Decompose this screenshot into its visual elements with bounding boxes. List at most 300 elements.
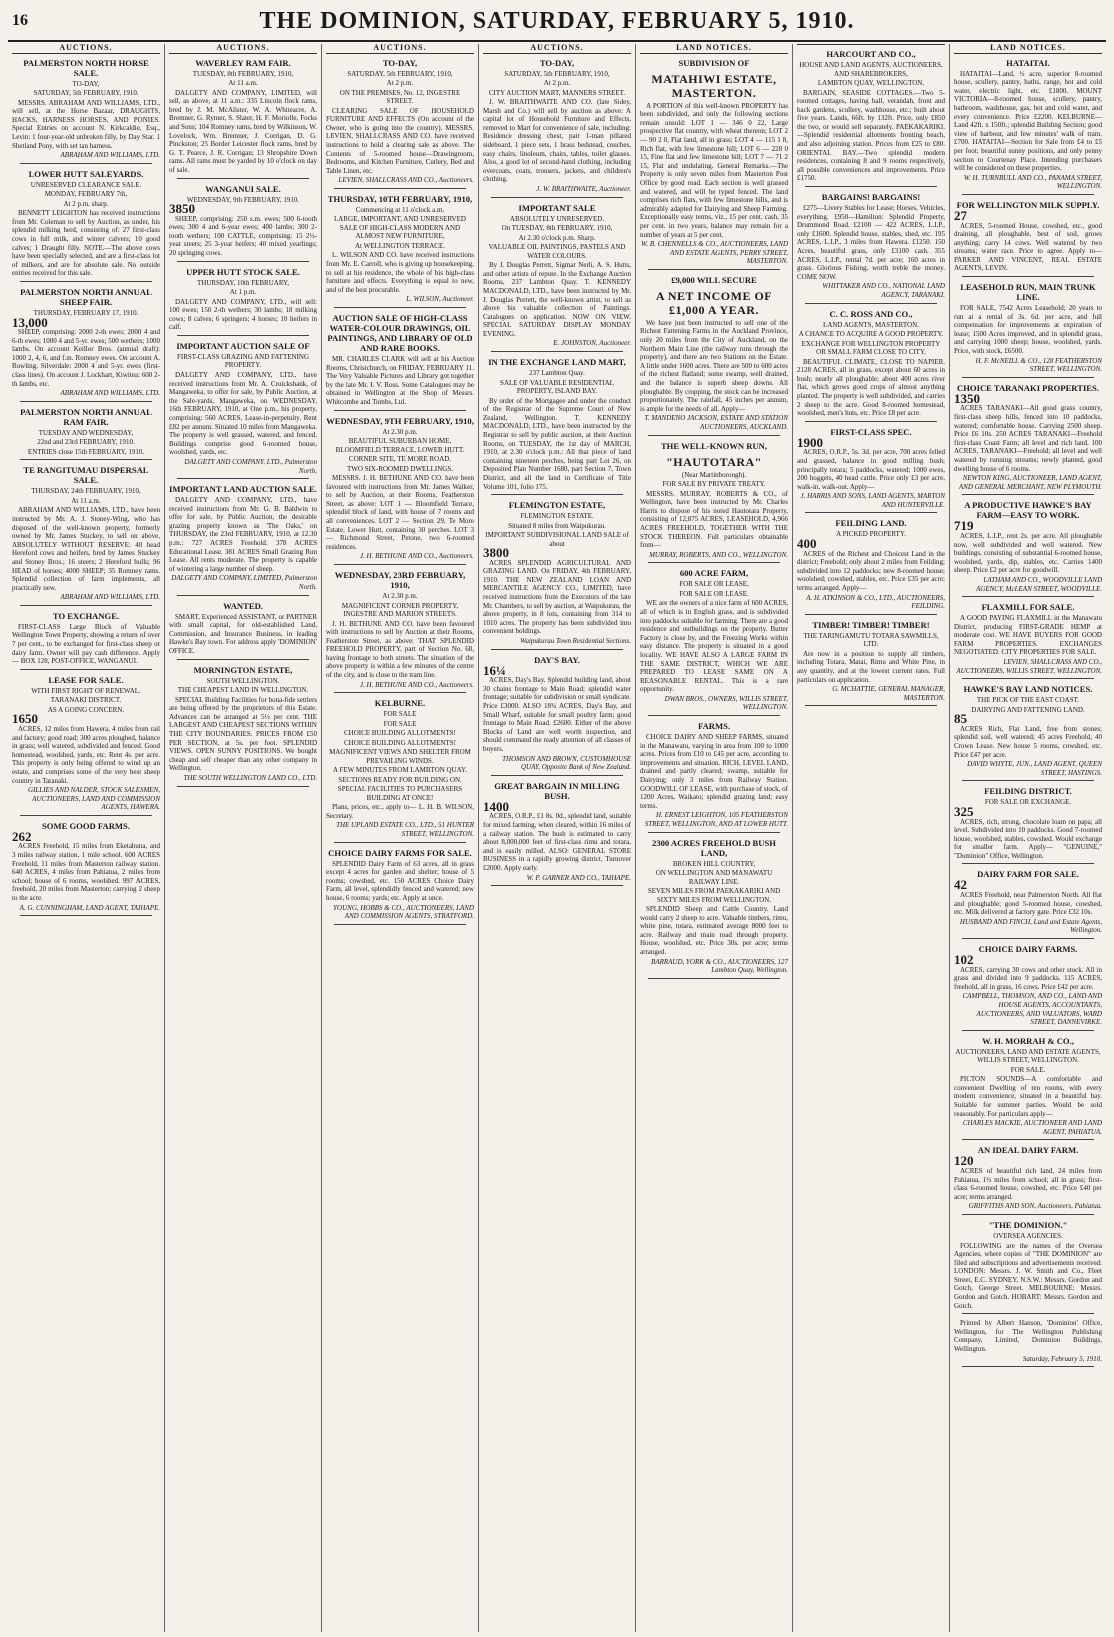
ad-title: FLAXMILL FOR SALE. — [981, 602, 1075, 613]
divider — [648, 832, 780, 833]
ad-signature: CHARLES MACKIE, AUCTIONEER AND LAND AGENT, PAHIATUA. — [962, 1119, 1102, 1136]
divider — [962, 1313, 1094, 1314]
divider — [334, 842, 466, 843]
ad-figure: 1900 — [797, 434, 823, 450]
ad-title: BARGAINS! BARGAINS! — [821, 192, 921, 203]
advertisement — [797, 49, 945, 187]
ad-body: J. H. BETHUNE AND CO. have been favoured with instructions to sell by Auction at their Rooms, Featherston Street, as above: THAT SPLENDID FREEHOLD PROPERTY, part of Section No. 68, having frontage to both streets. The situation of the above property is within a few minutes of the centre of the city, and is close to the tram line. — [326, 619, 474, 680]
ad-title: SUBDIVISION OF — [678, 57, 750, 68]
ad-title: MORNINGTON ESTATE, — [193, 664, 293, 675]
ad-body: SPECIAL Building Facilities for bona-fide settlers are being offered by the proprietors of this Estate. Advances can be arranged at 5½ per cent. THE LARGEST AND CHEAPEST SECTIONS WITHIN THE CITY BOUNDARIES. PRICES FROM £50 PER SECTION, at 5s. per foot. SPLENDID VIEWS. OPEN SUNNY POSITIONS. We bought cheap and sell cheaper than any other company in Wellington. — [169, 695, 317, 773]
divider — [20, 401, 152, 402]
ad-title: CHOICE DAIRY FARMS. — [978, 944, 1078, 955]
ad-body: DALGETY AND COMPANY, LTD., have received instructions from Mr. G. B. Baldwin to offer for sale, by Public Auction, the desirable grazing property known as 'The Oaks,' on THURSDAY, the 23rd FEBRUARY, 1910, at 12.30 p.m.: 727 ACRES Freehold. 378 ACRES Educational Lease. 381 ACRES Small Grazing Run Lease. All rents moderate. The property is capable of wintering a large number of sheep. — [169, 496, 317, 573]
advertisement — [954, 944, 1102, 1031]
ad-subline: THE CHEAPEST LAND IN WELLINGTON. — [177, 686, 309, 695]
ad-subline: IMPORTANT SUBDIVISIONAL LAND SALE of about — [485, 531, 629, 548]
ad-headline: MATAHIWI ESTATE, MASTERTON. — [651, 71, 777, 100]
divider — [962, 1030, 1094, 1031]
advertisement — [954, 58, 1102, 195]
ad-signature: Waipukurau Town Residential Sections. — [520, 637, 631, 646]
ad-subline: TWO SIX-ROOMED DWELLINGS. — [347, 464, 453, 473]
ad-body: ACRES Freehold, 15 miles from Eketahuna, and 3 miles railway station, 1 mile school. 600 ACRES Freehold, 11 miles from Masterton railway station. 640 ACRES, 4 miles from Pahiatua, 2 miles from school; house of 6 rooms, woolshed. 997 ACRES, freehold, 20 miles from Masterton; carrying 2 sheep to the acre. — [12, 842, 160, 903]
column-heading: AUCTIONS. — [169, 44, 317, 54]
ad-signature: ABRAHAM AND WILLIAMS, LTD. — [60, 593, 160, 602]
advertisement — [12, 287, 160, 402]
ad-subline: SATURDAY, 5th FEBRUARY, 1910, — [347, 69, 453, 78]
ad-body: ACRES, 12 miles from Hawera, 4 miles from rail and factory; good road; 300 acres ploughed, balance in grass; well watered, subdivided and fenced. Good homestead, woolshed, yards, etc. Rent 4s. per acre. This property is only being offered to wind up an estate, and comprises some of the very best sheep country in Taranaki. — [12, 724, 160, 785]
ad-body: ACRES of beautiful rich land, 24 miles from Pahiatua, 1½ miles from school; all in grass; first-class 6-roomed house, cowshed, etc. Price £40 per acre; terms arranged. — [954, 1167, 1102, 1201]
ad-signature: WHITTAKER AND CO., NATIONAL LAND AGENCY, TARANAKI. — [822, 282, 945, 299]
ad-title: CHOICE TARANAKI PROPERTIES. — [957, 382, 1099, 393]
divider — [962, 1214, 1094, 1215]
ad-signature: Saturday, February 5, 1910. — [1022, 1354, 1102, 1363]
ad-body: SPLENDID Sheep and Cattle Country. Land would carry 2 sheep to acre. Valuable timbers, rimu, white pine, totara, estimated average 8000 feet to acre. Railway and main road through property. House, woolshed, etc. Price 30s. per acre; terms arranged. — [640, 905, 788, 957]
ad-subline: SEVEN MILES FROM PAEKAKARIKI AND SIXTY MILES FROM WELLINGTON. — [647, 887, 781, 904]
ad-body: ACRES, Day's Bay. Splendid building land, about 30 chains frontage to Main Road; splendid water frontage; suitable for subdivision or small syndicate. Price £3000. ALSO 18¾ ACRES, Day's Bay, and Small Wharf, suitable for small poultry farm; good frontage to Main Road. £2600. Either of the above Blocks of Land are well worth inspection, and should command the ready attention of all classes of buyers. — [483, 676, 631, 753]
divider — [20, 815, 152, 816]
ad-body: SMART, Experienced ASSISTANT, or PARTNER with small capital, for old-established Land, Commission, and Insurance Business, in leading Hawke's Bay town. For address apply 'DOMINION' OFFICE. — [169, 612, 317, 655]
ad-subline: FOR SALE — [383, 710, 417, 719]
advertisement — [12, 675, 160, 816]
divider — [962, 938, 1094, 939]
divider — [491, 649, 623, 650]
ad-signature: J. W. BRAITHWAITE, Auctioneer. — [536, 185, 631, 194]
ad-signature: THE UPLAND ESTATE CO., LTD., 51 HUNTER STREET, WELLINGTON. — [336, 821, 474, 839]
ad-subline: A FEW MINUTES FROM LAMBTON QUAY. — [333, 766, 467, 775]
ad-subline: AS A GOING CONCERN. — [47, 705, 125, 714]
ad-subline: HOUSE AND LAND AGENTS, AUCTIONEERS, AND SHAREBROKERS, — [799, 61, 943, 78]
ad-title: KELBURNE. — [374, 698, 426, 709]
ad-title: IMPORTANT LAND AUCTION SALE. — [169, 484, 317, 495]
ad-title: DAIRY FARM FOR SALE. — [977, 869, 1079, 880]
ad-title: C. C. ROSS AND CO., — [829, 308, 913, 319]
advertisement — [640, 58, 788, 270]
ad-title: CHOICE DAIRY FARMS FOR SALE. — [328, 847, 472, 858]
ad-title: LEASEHOLD RUN, MAIN TRUNK LINE. — [960, 282, 1096, 303]
advertisement — [169, 58, 317, 179]
ad-subline: TUESDAY AND WEDNESDAY, — [38, 428, 134, 437]
ad-title: IMPORTANT AUCTION SALE OF — [176, 340, 310, 351]
ad-figure: 1650 — [12, 711, 38, 727]
ad-subline: MONDAY, FEBRUARY 7th, — [44, 190, 128, 199]
ad-title: HAWKE'S BAY LAND NOTICES. — [963, 684, 1093, 695]
ad-title: AUCTION SALE OF HIGH-CLASS WATER-COLOUR DRAWINGS, OIL PAINTINGS, AND LIBRARY OF OLD AND RARE BOOKS. — [327, 313, 473, 353]
ad-body: ACRES, O.R.P., 5s. 3d. per acre, 700 acres felled and grassed, balance in good milling bush; principally totara; 5 paddocks, watered; 1000 ewes, 200 hoggets, 40 head cattle. Price only £3 per acre, walk-in, walk-out. Apply— — [797, 448, 945, 491]
advertisement — [954, 1145, 1102, 1215]
ad-title: WANTED. — [223, 600, 263, 611]
divider — [177, 178, 309, 179]
divider — [334, 410, 466, 411]
ad-subline: CORNER SITE, TE MORE ROAD. — [348, 455, 452, 464]
advertisement — [169, 484, 317, 596]
divider — [805, 421, 937, 422]
ad-title: TE RANGITUMAU DISPERSAL SALE. — [23, 465, 149, 486]
divider — [648, 715, 780, 716]
divider — [334, 307, 466, 308]
ad-signature: H. F. McNEILL & CO., 128 FEATHERSTON STREET, WELLINGTON. — [975, 356, 1102, 374]
advertisement — [326, 313, 474, 411]
ad-signature: LEVIEN, SHALLCRASS AND CO., Auctioneers. — [338, 176, 474, 185]
ad-body: DALGETY AND COMPANY, LIMITED, will sell, as above, at 11 a.m.: 335 Lincoln flock rams, bred by J. M. McAlister, W. A. Whiteacre, A. Bremner, G. Rymer, S. Slater, H. F. Moriolle, Focks and Sons; 104 Romney rams, bred by Wilkinson, W. Lovelock, Wm. Bremner, J. Corrigan, D. G. Pinckston; 25 Border Leicester flock rams, bred by G. T. Pearce, J. R. Corrigan; 13 Shropshire Down rams. All rams must be yarded by 10 o'clock on day of sale. — [169, 88, 317, 174]
ad-subline: On TUESDAY, 8th FEBRUARY, 1910, — [501, 224, 613, 233]
masthead — [8, 6, 1106, 42]
ad-title: TO EXCHANGE. — [52, 610, 120, 621]
ad-subline: SPECIAL FACILITIES TO PURCHASERS BUILDING AT ONCE! — [337, 785, 463, 802]
ad-body: FOLLOWING are the names of the Oversea Agencies, where copies of "THE DOMINION" are filed and subscriptions and advertisements received: LONDON: Messrs. J. W. Smith and Co., Fleet Street, E.C. SYDNEY, N.S.W.: Messrs. Gordon and Gotch, George Street. MELBOURNE: Messrs. Gordon and Gotch. HOBART: Messrs. Gordon and Gotch. — [954, 1241, 1102, 1310]
ad-subline: THE PICK OF THE EAST COAST. — [976, 696, 1080, 705]
ad-body: £275—Livery Stables for Lease; Horses, Vehicles, everything. £950—Hamilton: Splendid Property, Drummond Road. £2100 — 422 ACRES, L.I.P., only £1600. Splendid house, stables, shed, etc. 195 ACRES, L.I.P., 3 miles from Hawera. £1250. 150 Acres, beautiful grass, only £3100 cash. 355 ACRES, L.I.P., rental 7d. per acre; 160 acres in grass. Glorious Fishing, worth treble the money. COME NOW. — [797, 204, 945, 281]
ad-signature: W. H. TURNBULL AND CO., PANAMA STREET, WELLINGTON. — [963, 173, 1102, 191]
ad-subline: SATURDAY, 5th FEBRUARY, 1910, — [504, 69, 610, 78]
divider — [20, 281, 152, 282]
ad-subline: SATURDAY, 5th FEBRUARY, 1910. — [33, 89, 139, 98]
ad-title: TO-DAY, — [539, 57, 575, 68]
ad-title: THURSDAY, 10TH FEBRUARY, 1910, — [327, 193, 473, 204]
divider — [805, 705, 937, 706]
advertisement — [954, 383, 1102, 496]
ad-subline: WEDNESDAY, 9th FEBRUARY, 1910. — [186, 195, 300, 204]
advertisement — [169, 267, 317, 336]
column-heading: LAND NOTICES. — [954, 44, 1102, 54]
divider — [962, 1139, 1094, 1140]
ad-body: L. WILSON AND CO. have received instructions from Mr. E. Carroll, who is giving up housekeeping, to sell at his residence, the whole of his high-class furniture and effects. Everything is equal to new, and of the best procurable. — [326, 251, 474, 294]
ad-signature: H. ERNEST LEIGHTON, 105 FEATHERSTON STREET, WELLINGTON, AND AT LOWER HUTT. — [644, 811, 788, 828]
ad-signature: LATHAM AND CO., WOODVILLE LAND AGENCY, McLEAN STREET, WOODVILLE. — [975, 575, 1102, 593]
column-3 — [322, 44, 479, 1632]
advertisement — [483, 655, 631, 776]
advertisement — [640, 721, 788, 833]
divider — [177, 659, 309, 660]
ad-body: A GOOD PAYING FLAXMILL in the Manawatu District, producing FIRST-GRADE HEMP at moderate cost. WE HAVE BUYERS FOR GOOD FARM PROPERTIES. EXCHANGES NEGOTIATED. CITY PROPERTIES FOR SALE. — [954, 614, 1102, 657]
columns-container — [8, 44, 1106, 1632]
divider — [962, 194, 1094, 195]
advertisement — [483, 357, 631, 495]
divider — [962, 494, 1094, 495]
ad-body: CHOICE DAIRY AND SHEEP FARMS, situated in the Manawatu, varying in area from 100 to 1000 acres. Prices from £10 to £45 per acre, according to improvements and situation. RICH, LEVEL LAND, drained and partly cleared; swamp, suitable for Dairying; only 3 miles from Railway Station. GOODWILL OF LEASE, with purchase of stock, of 1200 Acres, Waikato; splendid grazing land; easy terms. — [640, 733, 788, 810]
ad-body: ACRES, O.R.P., £1 8s. 0d., splendid land, suitable for mixed farming, when cleared, within 16 miles of a railway station. The bush is estimated to carry about 8,000,000 feet of first-class rimu and totara, and is easily milled. ALSO: GENERAL STORE BUSINESS in a rapidly growing district. Turnover £2000. Apply early. — [483, 812, 631, 872]
ad-subline: TO-DAY, — [72, 79, 100, 88]
ad-subline: SALE OF VALUABLE RESIDENTIAL PROPERTY, ISLAND BAY. — [500, 378, 614, 396]
divider — [962, 377, 1094, 378]
ad-title: TO-DAY, — [382, 57, 418, 68]
ad-subline: FOR SALE OR LEASE, — [679, 580, 749, 589]
ad-signature: BARRAUD, YORK & CO., AUCTIONEERS, 127 Lambton Quay, Wellington. — [651, 957, 788, 975]
ad-figure: 262 — [12, 828, 32, 844]
ad-body: We have just been instructed to sell one of the Richest Fattening Farms in the Auckland Province, only 20 miles from the City of Auckland, on the Northern Main Line (the railway runs through the property), and there are two Stations on the Estate. A little under 1600 acres. There are 500 to 600 acres of the richest flatland; some swamp, well drained, and the balance is superb sheep downs. All ploughable. By cropping, the stock can be increased proportionately. The rainfall, 45 inches per annum, is ample for the needs of all. Apply— — [640, 318, 788, 413]
ad-subline: FLEMINGTON ESTATE. — [520, 512, 594, 521]
divider — [491, 494, 623, 495]
ad-body: ACRES, 5-roomed House, cowshed, etc., good draining, all ploughable, best of soil, grows anything; carry 14 cows. Well watered by two streams; water race. Price to agree. Apply to— PARKER AND VINCENT, REAL ESTATE AGENTS, LEVIN. — [954, 221, 1102, 273]
ad-subline: FOR SALE BY PRIVATE TREATY. — [662, 480, 766, 489]
ad-subline: CHOICE BUILDING ALLOTMENTS! — [344, 738, 456, 747]
ad-body: By order of the Mortgagee and under the conduct of the Registrar of the Supreme Court of New Zealand, Wellington. T. KENNEDY MACDONALD, LTD., have been instructed by the Registrar to sell by public auction, at their Auction Rooms, on TUESDAY, the 1st day of MARCH, 1910, at 2.30 o'clock p.m.: All that piece of land containing nineteen perches, being part Lot 26, on Deposited Plan Number 1680, part Section 7, Town District, and all the land in Certificate of Title Volume 101, folio 175. — [483, 396, 631, 491]
divider — [20, 163, 152, 164]
ad-subline: EXCHANGE FOR WELLINGTON PROPERTY OR SMALL FARM CLOSE TO CITY. — [801, 339, 941, 357]
ad-body: MESSRS. ABRAHAM AND WILLIAMS, LTD., will sell, at the Horse Bazaar, DRAUGHTS, HACKS, HARNESS HORSES, AND PONIES. Special Entries on account N. Kirkcaldie, Esq., Levin: 1 four-year-old unbroken filly, by Day Star. 1 Shetland Pony, with set tan harness. — [12, 98, 160, 150]
ad-subline: WITH FIRST RIGHT OF RENEWAL. — [31, 686, 141, 695]
ad-title: FEILDING DISTRICT. — [984, 786, 1072, 797]
ad-subline: AUCTIONEERS, LAND AND ESTATE AGENTS, WILLIS STREET, WELLINGTON. — [955, 1047, 1101, 1065]
ad-figure: 3850 — [169, 201, 195, 217]
ad-title: FEILDING LAND. — [835, 518, 907, 529]
divider — [334, 692, 466, 693]
advertisement — [169, 665, 317, 787]
ad-subline: At 11 a.m. — [71, 496, 101, 505]
ad-signature: HUSBAND AND FINCH, Land and Estate Agents, Wellington. — [959, 917, 1102, 935]
column-heading: LAND NOTICES. — [640, 44, 788, 54]
advertisement — [797, 518, 945, 614]
ad-title: THE WELL-KNOWN RUN, — [660, 440, 768, 451]
ad-signature: J. H. BETHUNE AND CO., Auctioneers. — [359, 680, 474, 689]
ad-subline: TUESDAY, 8th FEBRUARY, 1910, — [192, 69, 294, 78]
ad-title: HATAITAI. — [1006, 57, 1050, 68]
ad-title: SOME GOOD FARMS. — [42, 820, 130, 831]
ad-title: HARCOURT AND CO., — [826, 49, 916, 59]
ad-title: GREAT BARGAIN IN MILLING BUSH. — [494, 780, 620, 801]
ad-body: DALGETY AND COMPANY, LTD., have received instructions from Mr. A. Cruickshank, of Mangaweka, to offer for sale, by Public Auction, at the Sale-yards, Mangaweka, on WEDNESDAY, 16th FEBRUARY, 1910, at One p.m., his property, comprising: 560 ACRES, Lease-in-perpetuity. Rent £82 per annum. Situated 10 miles from Mangaweka. The property is well grassed, watered, and fenced. Buildings comprise good 6-roomed house, woolshed, yards, etc. — [169, 370, 317, 457]
divider — [177, 595, 309, 596]
divider — [962, 863, 1094, 864]
ad-figure: 16¼ — [483, 662, 506, 678]
ad-signature: ABRAHAM AND WILLIAMS, LTD. — [60, 151, 160, 160]
advertisement — [954, 869, 1102, 939]
ad-body: Printed by Albert Hanson, 'Dominion' Office, Wellington, for The Wellington Publishing Company, Limited, Dominion Buildings, Wellington. — [954, 1319, 1102, 1354]
advertisement — [12, 169, 160, 282]
divider — [805, 512, 937, 513]
column-2 — [165, 44, 322, 1632]
divider — [491, 351, 623, 352]
ad-body: FIRST-CLASS Large Block of Valuable Wellington Town Property, showing a return of over 7 per cent., to be exchanged for first-class sheep or dairy farm. Owner will pay cash difference. Apply— BOX 128, POST-OFFICE, WANGANUI. — [12, 622, 160, 666]
ad-title: IN THE EXCHANGE LAND MART, — [488, 357, 626, 368]
divider — [334, 564, 466, 565]
divider — [648, 435, 780, 436]
ad-title: "THE DOMINION." — [988, 1220, 1068, 1230]
ad-body: J. W. BRAITHWAITE AND CO. (late Sidey, Marsh and Co.) will sell by auction as above: A capital lot of Household Furniture and Effects, removed to Mart for convenience of sale, including: Residence dressing chest, pair 1-man pillared sideboard, 1 piece sets, 1 brass bedstead, couches, easy chairs, linoleum, chairs, tables, toilet glasses. Also, a good lot of second-hand clothing, including overcoats, coats, trousers, jackets, and children's clothing. — [483, 98, 631, 184]
ad-subline: ON THE PREMISES, No. 12, INGESTRE STREET. — [339, 88, 461, 106]
ad-signature: NEWTON KING, AUCTIONEER, LAND AGENT, AND GENERAL MERCHANT, NEW PLYMOUTH. — [958, 474, 1102, 491]
ad-subline: VALUABLE OIL PAINTINGS, PASTELS AND WATER COLOURS. — [488, 243, 626, 260]
ad-title: AN IDEAL DAIRY FARM. — [977, 1145, 1079, 1156]
ad-signature: MURRAY, ROBERTS, AND CO., WELLINGTON. — [649, 550, 788, 559]
divider — [962, 596, 1094, 597]
ad-figure: 13,000 — [12, 314, 48, 330]
ad-subline: 237 Lambton Quay. — [529, 369, 585, 378]
ad-subline: CITY AUCTION MART, MANNERS STREET. — [488, 88, 626, 97]
ad-signature: GRIFFITHS AND SON, Auctioneers, Pahiatua. — [968, 1202, 1102, 1211]
divider — [648, 562, 780, 563]
column-heading: AUCTIONS. — [483, 44, 631, 54]
ad-body: BENNETT LEIGHTON has received instructions from Mr. Coleman to sell by Auction, as under, his splendid milking herd, consisting of: 27 first-class cows in full milk, and winter calvers; 10 good calves; 1 Draught filly. NOTE.—The above cows have been specially selected, and are a first-class lot of milkers, and are for absolute sale. No outside entries received for this sale. — [12, 209, 160, 278]
ad-signature: L. WILSON, Auctioneer. — [406, 295, 474, 304]
ad-subline: At 2.30 p.m. — [382, 427, 418, 436]
advertisement — [169, 184, 317, 262]
divider — [648, 269, 780, 270]
advertisement — [954, 200, 1102, 277]
ad-figure: 3800 — [483, 545, 509, 561]
advertisement — [954, 684, 1102, 781]
ad-signature: J. HARRIS AND SONS, LAND AGENTS, MARTON AND HUNTERVILLE. — [800, 492, 945, 509]
advertisement — [169, 601, 317, 660]
ad-body: SHEEP, comprising: 250 s.m. ewes; 500 6-tooth ewes; 300 4 and 6-year ewes; 400 lambs; 300 2-tooth wethers; 100 CATTLE, comprising: 15 2½-year steers; 25 3-year heifers; 40 mixed yearlings; 20 springing cows. — [169, 214, 317, 257]
ad-subline: TARANAKI DISTRICT. — [50, 696, 122, 705]
ad-subline: LAMBTON QUAY, WELLINGTON. — [817, 79, 925, 87]
ad-body: PICTON SOUNDS—A comfortable and convenient Dwelling of ten rooms, with every modern convenience, situated in a beautiful bay. Suitable for summer parties. Would be sold reasonably. For particulars apply— — [954, 1075, 1102, 1118]
ad-subline: At 2 p.m. — [386, 79, 414, 88]
divider — [491, 775, 623, 776]
advertisement — [954, 1036, 1102, 1141]
divider — [177, 261, 309, 262]
ad-subline: FIRST-CLASS GRAZING AND FATTENING PROPERTY. — [176, 352, 310, 370]
ad-figure: 27 — [954, 207, 967, 223]
advertisement — [326, 416, 474, 565]
ad-signature: G. MCHATTIE, GENERAL MANAGER, MASTERTON. — [832, 685, 945, 702]
ad-subline: At 2.30 o'clock p.m. Sharp. — [518, 233, 596, 242]
ad-signature: W. B. CHENNELLS & CO., AUCTIONEERS, LAND AND ESTATE AGENTS, PERRY STREET, MASTERTON. — [641, 240, 788, 266]
divider — [20, 459, 152, 460]
divider — [20, 605, 152, 606]
ad-body: WE are the owners of a nice farm of 600 ACRES, all of which is in English grass, and is subdivided into paddocks suitable for farming. There are a good residence and outbuildings on the property. Butter Factory is close by, and the Freezing Works within easy distance. The property is situated in a good locality. WE HAVE ALSO A LARGE FARM IN THE SAME DISTRICT, WHICH WE ARE PREPARED TO LEASE SAME ON A REASONABLE RENTAL. This is a rare opportunity. — [640, 599, 788, 694]
ad-subline: THURSDAY, FEBRUARY 17, 1910. — [33, 309, 139, 317]
advertisement — [326, 570, 474, 693]
advertisement — [483, 781, 631, 886]
ad-signature: T. MANDENO JACKSON, ESTATE AND STATION AUCTIONEERS, AUCKLAND. — [644, 414, 788, 431]
ad-subline: At 2.30 p.m. — [382, 592, 418, 600]
ad-subline: 22nd and 23rd FEBRUARY, 1910. — [37, 438, 135, 447]
ad-title: WEDNESDAY, 23RD FEBRUARY, 1910, — [334, 570, 466, 590]
ad-title: LOWER HUTT SALEYARDS. — [28, 168, 144, 179]
advertisement — [954, 602, 1102, 679]
ad-body: FOR SALE, 7542 Acres Leasehold; 20 years to run at a rental of 3s. 6d. per acre, and full compensation for improvements at expiration of lease; 1500 Acres improved, and in splendid grass, and carrying 1000 sheep; house, woolshed, yards. Price, with stock, £6500. — [954, 304, 1102, 356]
ad-subline: LAND AGENTS, MASTERTON. — [823, 320, 919, 329]
ad-body: ACRES of the Richest and Choicest Land in the district; Freehold; only about 2 miles from Feilding; subdivided into 12 paddocks; new 8-roomed house; woolshed; cowshed, stables, etc. Price £35 per acre; terms arranged. Apply— — [797, 549, 945, 592]
ad-body: MESSRS. J. H. BETHUNE AND CO. have been favoured with instructions from Mr. James Walker, to sell by Auction, at their Rooms, Featherston Street, as above: LOT 1 — Bloomfield Terrace, splendid block of land, with house of 7 rooms and all conveniences. LOT 2 — Section 29, Te More Estate, Lower Hutt, containing 30 perches. LOT 3 — Richmond Street, Petone, two 6-roomed residences. — [326, 474, 474, 551]
advertisement — [326, 848, 474, 925]
ad-body: Are now in a position to supply all timbers, including Totara, Matai, Rimu and White Pine, in any quantity, and at the lowest current rates. Full particulars on application. — [797, 649, 945, 684]
ad-body: ACRES TARANAKI—All good grass country, first-class sheep hills, fenced into 10 paddocks, watered; comfortable house. Carrying 2500 sheep. Price £6 10s. 250 ACRES TARANAKI—Freehold first-class Coast Farm; all level and rich land. 100 ACRES, TARANAKI—Freehold; all level and well watered by running streams; newly planted, good dwelling house of 6 rooms. — [954, 404, 1102, 473]
ad-title: WEDNESDAY, 9TH FEBRUARY, 1910, — [326, 415, 474, 426]
divider — [491, 885, 623, 886]
column-5 — [636, 44, 793, 1632]
column-heading: AUCTIONS. — [326, 44, 474, 54]
ad-subline: THURSDAY, 10th FEBRUARY, — [196, 278, 290, 287]
advertisement — [640, 275, 788, 436]
ad-subline: ABSOLUTELY UNRESERVED. — [509, 214, 605, 223]
ad-body: BARGAIN, SEASIDE COTTAGES.—Two 5-roomed cottages, having hall, verandah, front and back gardens, scullery, washhouse, etc.; built about five years. Lands, 66ft. by 132ft. Price, only £850 the two, or would sell separately. PAEKAKARIKI.—Splendid residential allotments fronting beach, and also adjoining station. Prices from £25 to £80. ORIENTAL BAY.—Two splendid modern residences, containing 8 and 9 rooms respectively, all possible conveniences and improvements. Price £1750. — [797, 88, 945, 183]
ad-figure: 42 — [954, 877, 967, 893]
divider — [177, 786, 309, 787]
divider — [962, 276, 1094, 277]
ad-title: £9,000 WILL SECURE — [671, 274, 757, 285]
ad-figure: 719 — [954, 518, 974, 534]
ad-subline: UNRESERVED CLEARANCE SALE. — [30, 180, 142, 189]
ad-body: ACRES, rich, strong, chocolate loam on papa; all level. Subdivided into 10 paddocks. Good 7-roomed house, woolshed, stables, cowshed. Would exchange for smaller farm. Apply— "GENUINE," "Dominion" Office, Wellington. — [954, 817, 1102, 860]
ad-title: A PRODUCTIVE HAWKE'S BAY FARM—EASY TO WORK. — [964, 500, 1092, 521]
ad-body: SHEEP, comprising: 2000 2-th ewes; 2000 4 and 6-th ewes; 1000 4 and 5-yr. ewes; 500 wethers; 1000 lambs. On account Keillor Bros. (annual draft): 1000 2, 4, 6, and f.m. Romney ewes. On account A. Rowling, Silverdale: 2000 4 and 5-yr. ewes (first-class lines). On account J. Lockhart, Kiwitea: 600 2-th lambs, etc. — [12, 328, 160, 388]
advertisement — [326, 194, 474, 308]
ad-body: ACRES Freehold, near Palmerston North. All flat and ploughable; good 5-roomed house, cowshed, etc. Milk delivered at factory gate. Price £32 10s. — [954, 891, 1102, 917]
ad-title: PALMERSTON NORTH ANNUAL SHEEP FAIR. — [20, 287, 152, 307]
advertisement — [797, 620, 945, 707]
advertisement — [954, 1220, 1102, 1314]
ad-title: FARMS. — [697, 721, 731, 732]
ad-body: CLEARING SALE OF HOUSEHOLD FURNITURE AND EFFECTS (On account of the Owner, who is going into the country). MESSRS. LEVIEN, SHALLCRASS AND CO. have received instructions to hold a clearing sale as above. The Contents of 5-roomed house—Drawingroom, Bedrooms, and Kitchen Furniture, Cutlery, Bed and Table Linen, etc. — [326, 106, 474, 175]
ad-subline: MAGNIFICENT CORNER PROPERTY, INGESTRE AND MARION STREETS. — [341, 601, 459, 618]
ad-subline: BROKEN HILL COUNTRY, — [672, 859, 756, 868]
column-7 — [950, 44, 1106, 1632]
ad-title: 600 ACRE FARM, — [679, 568, 749, 579]
ad-body: ABRAHAM AND WILLIAMS, LTD., have been instructed by Mr. A. J. Stoney-Wing, who has disposed of the well-known property, formerly owned by Mr. James Stuckey, to sell on above, ABSOLUTELY WITHOUT RESERVE: 40 head Hereford cows and heifers, bred by James Stuckey and Stoney Bros.; 16 steers; 2 Hereford bulls; 96 HEAD of horses; 4000 SHEEP; 35 Romney rams. Splendid collection of farm implements, all practically new. — [12, 506, 160, 592]
divider — [334, 188, 466, 189]
ad-headline: A NET INCOME OF £1,000 A YEAR. — [655, 288, 773, 317]
ad-subline: OVERSEA AGENCIES. — [993, 1232, 1063, 1240]
advertisement — [12, 821, 160, 916]
column-6 — [793, 44, 950, 1632]
ad-signature: LEVIEN, SHALLCRASS AND CO., AUCTIONEERS, WILLIS STREET, WELLINGTON. — [956, 658, 1102, 675]
column-heading — [797, 44, 945, 45]
advertisement — [169, 341, 317, 479]
ad-subline: FOR SALE — [383, 719, 417, 728]
ad-subline: At 11 a.m. — [228, 79, 258, 88]
page-number: 16 — [12, 12, 28, 29]
ad-title: FOR WELLINGTON MILK SUPPLY. — [956, 199, 1100, 210]
advertisement — [954, 500, 1102, 597]
advertisement — [640, 441, 788, 564]
ad-figure: 1400 — [483, 798, 509, 814]
advertisement — [483, 203, 631, 352]
ad-body: HATAITAI—Land, ½ acre, superior 8-roomed house, scullery, pantry, baths, range, hot and cold water, electric light, etc. £1800. MOUNT VICTORIA—8-roomed house, scullery, pantry, bathroom, washhouse, gas, hot and cold water, and every convenience. Price £2200. KELBURNE—Land 42ft. x 150ft.; splendid Building Section; good view of harbour, and few minutes' walk of tram. £700. HATAITAI—Section for Sale from £4 to £5 per foot; beautiful sunny positions, and only penny section to Courtenay Place. Intending purchasers will be considered on these properties. — [954, 69, 1102, 173]
divider — [805, 614, 937, 615]
ad-subline: At 2 p.m. — [543, 79, 571, 88]
ad-subline: SOUTH WELLINGTON. — [206, 676, 280, 685]
ad-signature: THOMSON AND BROWN, CUSTOMHOUSE QUAY, Opposite Bank of New Zealand. — [502, 754, 631, 772]
ad-body: SPLENDID Dairy Farm of 63 acres, all in grass except 4 acres for garden and shelter; house of 5 rooms; cowshed, etc. 150 ACRES Choice Dairy Farm, all level, splendidly fenced and watered; new house, 6 rooms; yards; etc. Apply at once. — [326, 859, 474, 902]
divider — [334, 924, 466, 925]
ad-body: ACRES SPLENDID AGRICULTURAL AND GRAZING LAND. On FRIDAY, 4th FEBRUARY, 1910. THE NEW ZEALAND LOAN AND MERCANTILE AGENCY CO., LIMITED, have received instructions from the Executors of the late Mr. Chambers, to sell by auction, at Waipukurau, the above property, in 8 lots, containing from 314 to 1010 acres. The property has been subdivided into convenient holdings. — [483, 558, 631, 636]
advertisement — [12, 611, 160, 670]
ad-subline: FOR SALE OR LEASE. — [679, 589, 749, 598]
ad-body: ACRES Rich, Flat Land, free from stones; splendid soil, well watered; 45 acres Freehold, 40 Crown Lease. New house 5 rooms, cowshed, etc. Price £47 per acre. — [954, 724, 1102, 759]
ad-figure: 1350 — [954, 390, 980, 406]
ad-subline: Commencing at 11 o'clock a.m. — [355, 205, 445, 214]
advertisement — [12, 407, 160, 461]
ad-subline: Situated 8 miles from Waipukurau. — [508, 521, 606, 530]
ad-subline: A CHANCE TO ACQUIRE A GOOD PROPERTY. — [798, 330, 944, 339]
ad-title: 2300 ACRES FREEHOLD BUSH LAND, — [652, 837, 776, 858]
ad-signature: W. P. GARNER AND CO., TAIHAPE. — [526, 873, 631, 882]
advertisement — [797, 192, 945, 304]
ad-headline: "HAUTOTARA" — [666, 454, 762, 469]
ad-body: ACRES, L.I.P., rent 2s. per acre. All ploughable now, well subdivided and well watered. New buildings, consisting of substantial 6-roomed house, woolshed, yards, dip, stables, etc. Carries 1400 sheep. Price £2 per acre for goodwill. — [954, 531, 1102, 575]
ad-title: FLEMINGTON ESTATE, — [508, 500, 606, 511]
ad-signature: E. JOHNSTON, Auctioneer. — [553, 339, 631, 348]
ad-body: A PORTION of this well-known PROPERTY has been subdivided, and only the following sections remain unsold: LOT 1 — 346 0 22, Large prospective flat country, with wheat thereon; LOT 2 — 90 2 0, Flat land, all in grass; LOT 4 — 115 1 8, Rich flat, with few limestone hill; LOT 6 — 228 0 15, Fine flat and few limestone hill; LOT 7 — 71 2 15, Flat and undulating. General Remarks.—The Property is only seven miles from Masterton Post Office by good road. Each section is well grassed and watered, and will be typed fenced. The land comprises rich flats, with few limestone hills, and is admirably adapted for Dairying and Sheep Farming. Exceptionally easy terms, viz., 15 per cent. cash, 35 per cent. in two years, balance may remain for a number of years at 5 per cent. — [640, 101, 788, 239]
ad-signature: GILLIES AND NALDER, STOCK SALESMEN, AUCTIONEERS, LAND AND COMMISSION AGENTS, HAWERA. — [28, 786, 160, 812]
divider — [805, 186, 937, 187]
divider — [805, 303, 937, 304]
column-1 — [8, 44, 165, 1632]
ad-figure: 120 — [954, 1153, 974, 1169]
ad-subline: DAIRYING AND FATTENING LAND. — [971, 705, 1085, 714]
ad-subline: SECTIONS READY FOR BUILDING ON. — [338, 775, 462, 784]
column-4 — [479, 44, 636, 1632]
divider — [962, 1366, 1094, 1367]
ad-figure: 400 — [797, 535, 817, 551]
ad-title: FIRST-CLASS SPEC. — [830, 426, 912, 437]
divider — [177, 335, 309, 336]
ad-title: IMPORTANT SALE — [518, 202, 596, 213]
ad-figure: 85 — [954, 711, 967, 727]
